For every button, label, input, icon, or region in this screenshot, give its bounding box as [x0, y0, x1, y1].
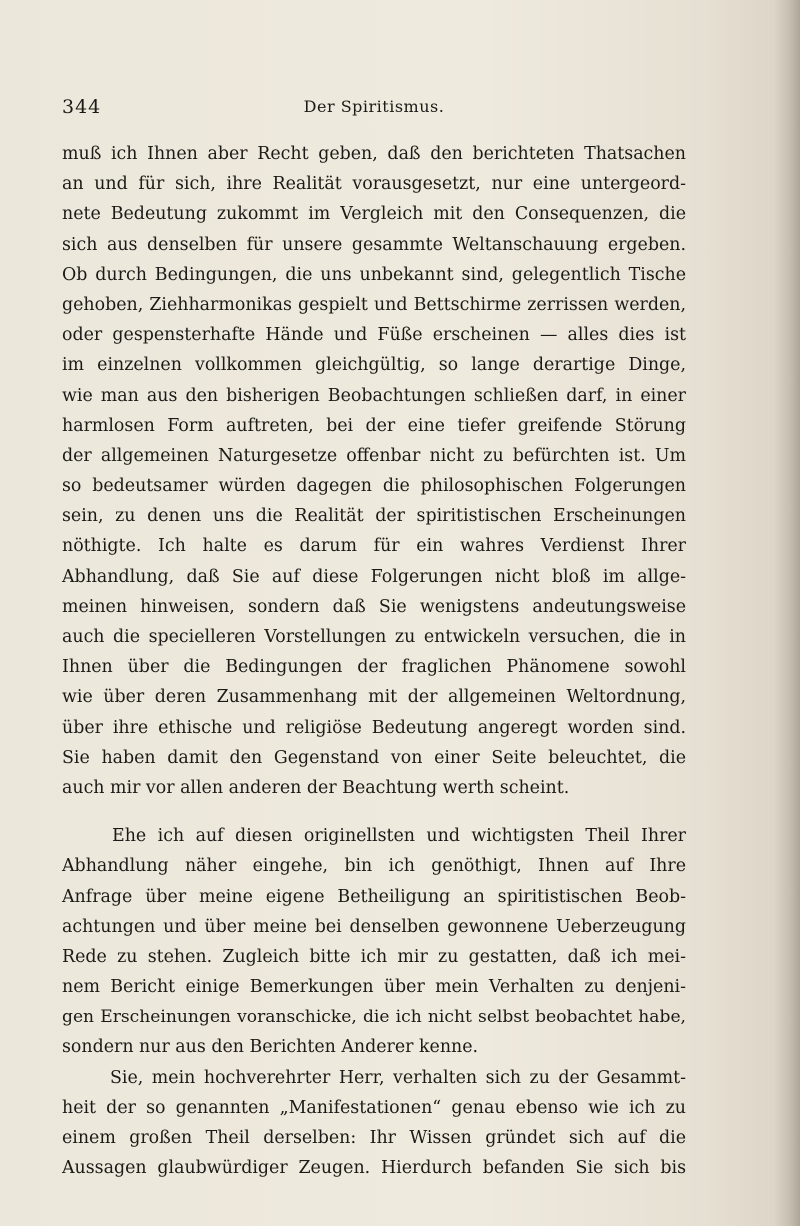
text-line: harmlosen Form auftreten, bei der eine tiefer greifende Störung — [62, 415, 686, 436]
text-line: wie man aus den bisherigen Beobachtungen schließen darf, in einer — [62, 385, 686, 406]
text-line: Ehe ich auf diesen originellsten und wichtigsten Theil Ihrer — [112, 826, 686, 847]
text-line: Anfrage über meine eigene Betheiligung an spiritistischen Beob- — [62, 886, 686, 907]
text-line: muß ich Ihnen aber Recht geben, daß den berichteten Thatsachen — [62, 144, 686, 164]
text-line: Rede zu stehen. Zugleich bitte ich mir zu gestatten, daß ich mei- — [62, 946, 686, 967]
text-line: Sie haben damit den Gegenstand von einer Seite beleuchtet, die — [62, 747, 686, 768]
text-line: nete Bedeutung zukommt im Vergleich mit den Consequenzen, die — [62, 204, 686, 225]
text-line: Sie, mein hochverehrter Herr, verhalten sich zu der Gesammt- — [110, 1067, 686, 1088]
text-line: Abhandlung, daß Sie auf diese Folgerungen nicht bloß im allge- — [62, 566, 686, 587]
text-line: gen Erscheinungen voranschicke, die ich nicht selbst beobachtet habe, — [62, 1007, 686, 1028]
text-line: der allgemeinen Naturgesetze offenbar nicht zu befürchten ist. Um — [62, 445, 686, 466]
text-line: meinen hinweisen, sondern daß Sie wenigstens andeutungsweise — [62, 596, 686, 617]
text-line: nöthigte. Ich halte es darum für ein wahres Verdienst Ihrer — [62, 536, 686, 557]
page-edge-shadow — [774, 0, 800, 1226]
text-line: gehoben, Ziehharmonikas gespielt und Bettschirme zerrissen werden, — [62, 294, 686, 315]
text-line: wie über deren Zusammenhang mit der allgemeinen Weltordnung, — [62, 687, 686, 708]
text-line: Ihnen über die Bedingungen der fraglichen Phänomene sowohl — [62, 657, 686, 678]
text-line: sein, zu denen uns die Realität der spiritistischen Erscheinungen — [62, 506, 686, 527]
paragraph-1 — [62, 139, 686, 803]
text-line: sondern nur aus den Berichten Anderer kenne. — [62, 1037, 479, 1058]
text-line: im einzelnen vollkommen gleichgültig, so lange derartige Dinge, — [62, 355, 686, 376]
text-line: an und für sich, ihre Realität vorausgesetzt, nur eine untergeord- — [62, 174, 686, 195]
text-line: achtungen und über meine bei denselben gewonnene Ueberzeugung — [62, 916, 686, 937]
running-title: Der Spiritismus. — [303, 97, 445, 116]
page-header — [62, 96, 686, 126]
text-line: auch mir vor allen anderen der Beachtung werth scheint. — [62, 777, 570, 798]
text-line: oder gespensterhafte Hände und Füße erscheinen — alles dies ist — [62, 325, 686, 346]
text-line: Ob durch Bedingungen, die uns unbekannt sind, gelegentlich Tische — [62, 264, 686, 285]
body-text — [62, 139, 686, 1183]
text-line: so bedeutsamer würden dagegen die philosophischen Folgerungen — [62, 476, 686, 497]
paragraph-3 — [62, 1063, 686, 1184]
page-number: 344 — [62, 96, 102, 118]
text-line: heit der so genannten „Manifestationen“ genau ebenso wie ich zu — [62, 1097, 686, 1118]
text-line: Abhandlung näher eingehe, bin ich genöthigt, Ihnen auf Ihre — [62, 856, 686, 877]
text-line: Aussagen glaubwürdiger Zeugen. Hierdurch befanden Sie sich bis — [62, 1158, 686, 1179]
text-line: nem Bericht einige Bemerkungen über mein Verhalten zu denjeni- — [62, 977, 686, 998]
text-line: sich aus denselben für unsere gesammte Weltanschauung ergeben. — [62, 234, 686, 255]
text-line: über ihre ethische und religiöse Bedeutung angeregt worden sind. — [62, 717, 686, 738]
text-line: auch die specielleren Vorstellungen zu entwickeln versuchen, die in — [62, 627, 686, 647]
paragraph-2 — [62, 821, 686, 1063]
text-line: einem großen Theil derselben: Ihr Wissen gründet sich auf die — [62, 1128, 686, 1148]
